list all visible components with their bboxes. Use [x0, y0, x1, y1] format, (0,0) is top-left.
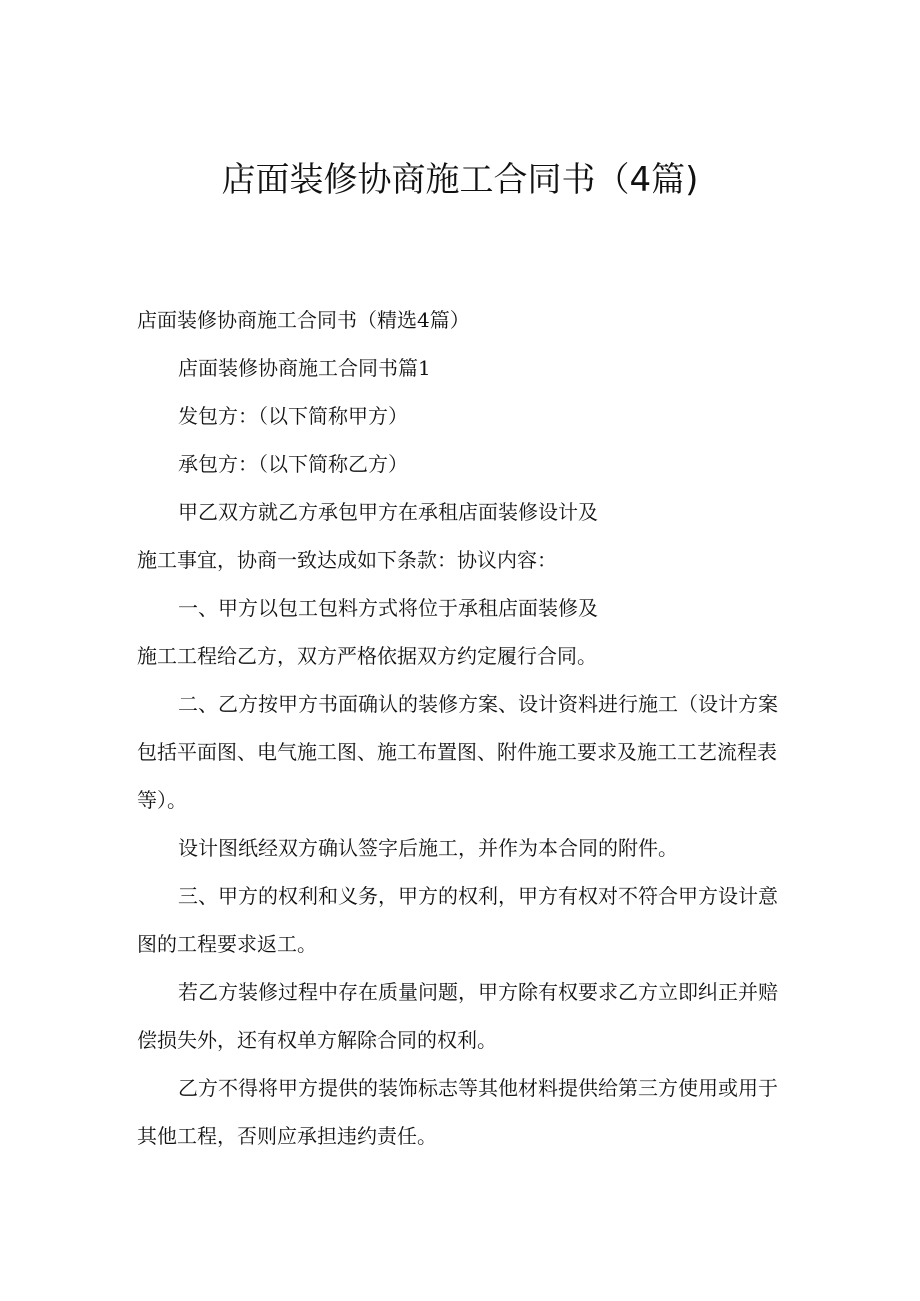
clause-2-line: 二、乙方按甲方书面确认的装修方案、设计资料进行施工（设计方案 [178, 692, 778, 716]
paragraph-line: 施工事宜，协商一致达成如下条款：协议内容： [137, 548, 557, 572]
clause-1-line: 施工工程给乙方，双方严格依据双方约定履行合同。 [137, 644, 597, 668]
document-subtitle: 店面装修协商施工合同书（精选4篇） [137, 308, 470, 332]
paragraph-line: 其他工程，否则应承担违约责任。 [137, 1124, 437, 1148]
paragraph-line: 偿损失外，还有权单方解除合同的权利。 [137, 1028, 497, 1052]
clause-2-line: 等）。 [137, 788, 187, 812]
clause-3-line: 图的工程要求返工。 [137, 932, 317, 956]
paragraph-line: 若乙方装修过程中存在质量问题，甲方除有权要求乙方立即纠正并赔 [178, 980, 778, 1004]
clause-1-line: 一、甲方以包工包料方式将位于承租店面装修及 [178, 596, 598, 620]
paragraph-line: 设计图纸经双方确认签字后施工，并作为本合同的附件。 [178, 836, 678, 860]
document-title: 店面装修协商施工合同书（4篇) [221, 160, 699, 200]
paragraph-line: 甲乙双方就乙方承包甲方在承租店面装修设计及 [178, 500, 598, 524]
clause-3-line: 三、甲方的权利和义务，甲方的权利，甲方有权对不符合甲方设计意 [178, 884, 778, 908]
party-b-line: 承包方：（以下简称乙方） [178, 452, 408, 476]
party-a-line: 发包方：（以下简称甲方） [178, 404, 408, 428]
section-heading: 店面装修协商施工合同书篇1 [178, 356, 431, 380]
clause-2-line: 包括平面图、电气施工图、施工布置图、附件施工要求及施工工艺流程表 [137, 740, 777, 764]
paragraph-line: 乙方不得将甲方提供的装饰标志等其他材料提供给第三方使用或用于 [178, 1076, 778, 1100]
